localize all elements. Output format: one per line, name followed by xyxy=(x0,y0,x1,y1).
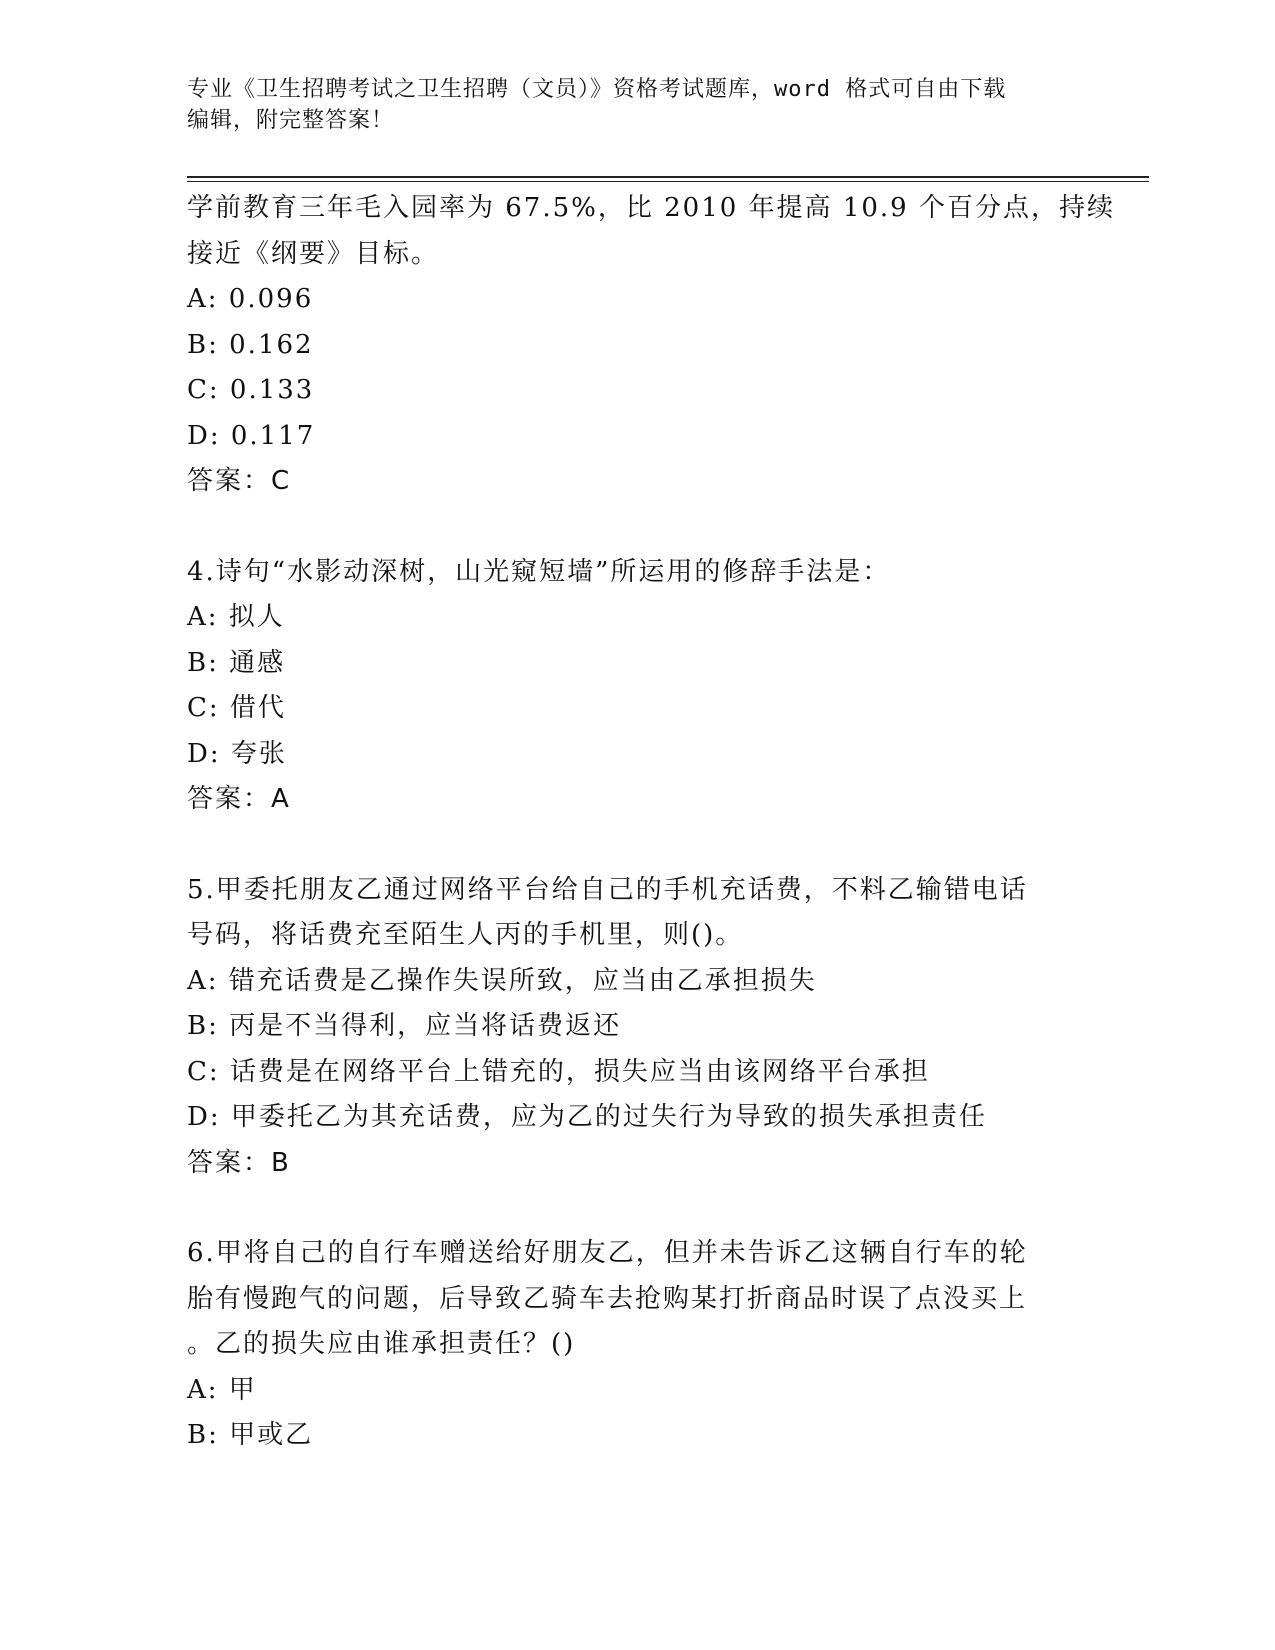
answer: 答案：B xyxy=(187,1147,291,1178)
question-stem-line: 。乙的损失应由谁承担责任？() xyxy=(187,1329,576,1359)
header-line-2: 编辑，附完整答案！ xyxy=(187,108,395,133)
option-d: D: 甲委托乙为其充话费，应为乙的过失行为导致的损失承担责任 xyxy=(187,1102,987,1132)
option-d: D: 夸张 xyxy=(187,738,287,769)
header-line-1: 专业《卫生招聘考试之卫生招聘（文员）》资格考试题库，word 格式可自由下载 xyxy=(187,77,1007,102)
question-stem-line: 胎有慢跑气的问题，后导致乙骑车去抢购某打折商品时误了点没买上 xyxy=(187,1283,1028,1314)
question-stem-line: 5.甲委托朋友乙通过网络平台给自己的手机充话费，不料乙输错电话 xyxy=(187,874,1028,905)
option-c: C: 话费是在网络平台上错充的，损失应当由该网络平台承担 xyxy=(187,1056,930,1087)
question-3 xyxy=(187,186,1147,505)
option-a: A: 甲 xyxy=(187,1374,257,1405)
option-a: A: 错充话费是乙操作失误所致，应当由乙承担损失 xyxy=(187,965,817,996)
option-c: C: 0.133 xyxy=(187,375,315,405)
option-d: D: 0.117 xyxy=(187,420,316,451)
answer: 答案：A xyxy=(187,784,291,814)
option-b: B: 0.162 xyxy=(187,329,314,360)
option-a: A: 拟人 xyxy=(187,602,285,632)
option-b: B: 丙是不当得利，应当将话费返还 xyxy=(187,1011,622,1041)
question-stem-line: 学前教育三年毛入园率为 67.5%，比 2010 年提高 10.9 个百分点，持续 xyxy=(187,193,1115,223)
question-stem-line: 接近《纲要》目标。 xyxy=(187,238,440,269)
question-stem-line: 4.诗句“水影动深树，山光窥短墙”所运用的修辞手法是： xyxy=(187,556,891,587)
question-stem-line: 号码，将话费充至陌生人丙的手机里，则()。 xyxy=(187,920,744,950)
answer: 答案：C xyxy=(187,466,292,496)
question-spacer xyxy=(187,1186,1147,1231)
option-b: B: 甲或乙 xyxy=(187,1420,314,1450)
header-rule-thick xyxy=(187,176,1149,178)
question-5 xyxy=(187,868,1147,1187)
question-6 xyxy=(187,1231,1147,1459)
header-rule-thin xyxy=(187,181,1149,182)
question-spacer xyxy=(187,823,1147,868)
option-a: A: 0.096 xyxy=(187,284,314,314)
question-spacer xyxy=(187,505,1147,550)
question-stem-line: 6.甲将自己的自行车赠送给好朋友乙，但并未告诉乙这辆自行车的轮 xyxy=(187,1238,1028,1268)
question-4 xyxy=(187,550,1147,823)
option-b: B: 通感 xyxy=(187,647,286,678)
option-c: C: 借代 xyxy=(187,693,286,723)
page-header xyxy=(187,74,1107,136)
question-list xyxy=(187,186,1147,1459)
